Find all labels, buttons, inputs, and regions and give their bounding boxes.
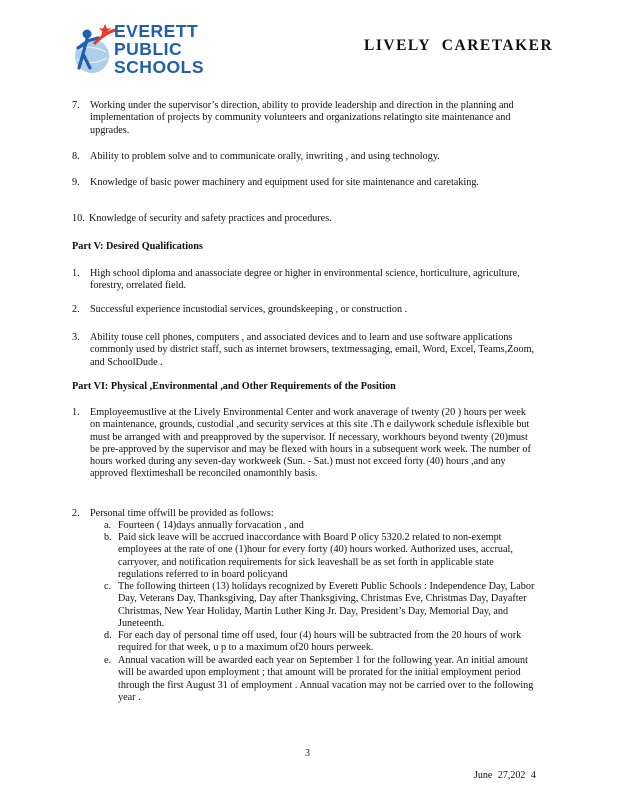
list-item: 1. High school diploma and anassociate degree or higher in environmental science, horticulture, agriculture, forestry, orrelated field. — [72, 268, 520, 292]
document-date: June 27,202 4 — [474, 770, 536, 781]
list-item: 1. Employeemustlive at the Lively Environmental Center and work anaverage of twenty (20 ) hours per week on maintenance, grounds, custodial ,and security services at this site .Th e dailywork schedule isflexible but must be arranged with and preapproved by the supervisor. If necessary, workhours beyond twenty (20)must be pre-approved by the supervisor and may be flexed with hours in a subsequent work week. The number of hours worked during any seven-day workweek (Sun. - Sat.) must not exceed forty (40) hours ,and any approved flextimeshall be reconciled onamonthly basis. — [72, 407, 531, 480]
sub-list-item: a. Fourteen ( 14)days annually forvacation , and — [104, 520, 304, 531]
document-title: LIVELY CARETAKER — [364, 37, 554, 54]
list-item: 2. Personal time offwill be provided as follows: — [72, 508, 274, 519]
list-item: 10. Knowledge of security and safety practices and procedures. — [72, 213, 332, 224]
sub-list-item: b. Paid sick leave will be accrued inaccordance with Board P olicy 5320.2 related to non-exempt employees at the rate of one (1)hour for every forty (40) hours worked. Authorized uses, accrual, carryover, and notification requirements for sick leaveshall be as set forth in applicable state regulations referred to in board policyand — [104, 532, 513, 580]
sub-list-item: e. Annual vacation will be awarded each year on September 1 for the following year. An initial amount will be awarded upon employment ; that amount will be prorated for the initial employment period through the first August 31 of employment . Annual vacation may not be carried over to the following year . — [104, 655, 534, 703]
list-item: 3. Ability touse cell phones, computers , and associated devices and to learn and use software applications commonly used by district staff, such as internet browsers, textmessaging, email, Word, Excel, Teams,Zoom, and SchoolDude . — [72, 332, 535, 368]
section-heading: Part V: Desired Qualifications — [72, 241, 203, 252]
list-item: 7. Working under the supervisor’s direction, ability to provide leadership and direction in the planning and implementation of projects by community volunteers and organizations relatingto site maintenance and upgrades. — [72, 100, 514, 136]
district-logo — [72, 20, 242, 86]
sub-list-item: d. For each day of personal time off used, four (4) hours will be subtracted from the 20 hours of work required for that week, u p to a maximum of20 hours perweek. — [104, 630, 522, 654]
logo-wordmark: EVERETT PUBLIC SCHOOLS — [114, 21, 205, 77]
list-item: 2. Successful experience incustodial services, groundskeeping , or construction . — [72, 304, 408, 315]
sub-list-item: c. The following thirteen (13) holidays recognized by Everett Public Schools : Independence Day, Labor Day, Veterans Day, Thanksgiving, Day after Thanksgiving, Christmas Eve, Christmas Day, Dayafter Christmas, New Year Holiday, Martin Luther King Jr. Day, President’s Day, Memorial Day, and Juneteenth. — [104, 581, 535, 629]
page-number: 3 — [305, 748, 310, 759]
globe-icon — [72, 24, 116, 84]
section-heading: Part VI: Physical ,Environmental ,and Other Requirements of the Position — [72, 381, 396, 392]
list-item: 9. Knowledge of basic power machinery and equipment used for site maintenance and caretaking. — [72, 177, 479, 188]
list-item: 8. Ability to problem solve and to communicate orally, inwriting , and using technology. — [72, 151, 440, 162]
